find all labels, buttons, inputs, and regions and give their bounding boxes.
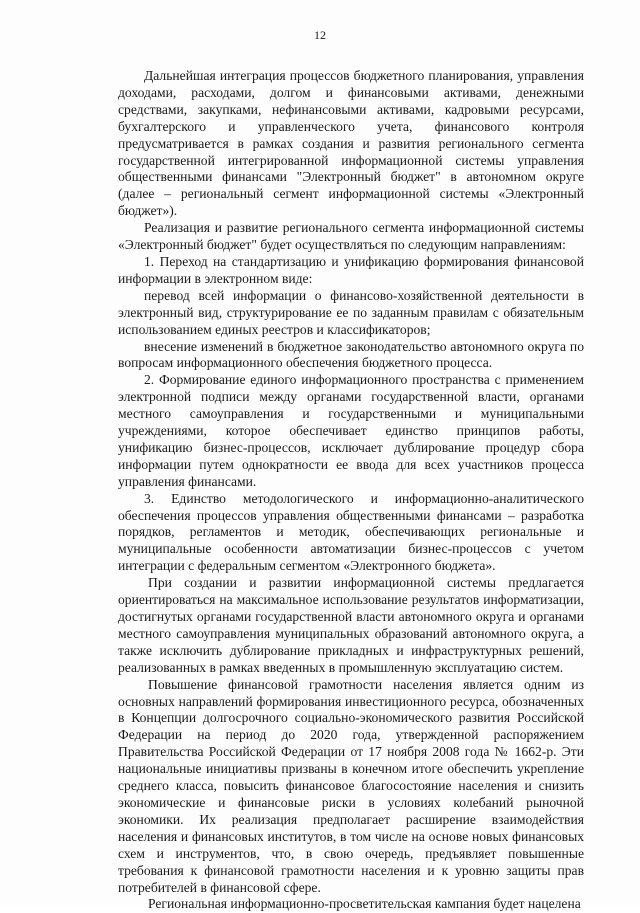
- paragraph-direction-1-item-b: внесение изменений в бюджетное законодательство автономного округа по вопросам информационного обеспечения бюджетного процесса.: [118, 338, 584, 371]
- paragraph-system-creation: При создании и развитии информационной системы предлагается ориентироваться на максимальное использование результатов информатизации, достигнутых органами государственной власти автономного округа и органами местного самоуправления муниципальных образований автономного округа, а также исключить дублирование прикладных и инфраструктурных решений, реализованных в рамках введенных в промышленную эксплуатацию систем.: [118, 575, 584, 675]
- paragraph-campaign: Региональная информационно-просветительская кампания будет нацелена: [148, 896, 581, 912]
- paragraph-direction-1-item-a: перевод всей информации о финансово-хозяйственной деятельности в электронный вид, структурирование ее по заданным правилам с обязательным использованием единых реестров и классификаторов;: [118, 287, 584, 337]
- page-number: 12: [314, 28, 326, 42]
- paragraph-implementation-directions: Реализация и развитие регионального сегмента информационной системы «Электронный бюджет" будет осуществляться по следующим направлениям:: [118, 220, 584, 253]
- paragraph-integration: Дальнейшая интеграция процессов бюджетного планирования, управления доходами, расходами, долгом и финансовыми активами, денежными средствами, закупками, нефинансовыми активами, кадровыми ресурсами, бухгалтерского и управленческого учета, финансового контроля предусматривается в рамках создания и развития регионального сегмента государственной интегрированной информационной системы управления общественными финансами "Электронный бюджет" в автономном округе (далее – региональный сегмент информационной системы «Электронный бюджет»).: [118, 68, 584, 219]
- document-body: [118, 68, 584, 913]
- paragraph-direction-2: 2. Формирование единого информационного пространства с применением электронной подписи между органами государственной власти, органами местного самоуправления и государственными и муниципальными учреждениями, которое обеспечивает единство принципов работы, унификацию бизнес-процессов, исключает дублирование процедур сбора информации путем однократности ее ввода для всех участников процесса управления финансами.: [118, 372, 584, 489]
- paragraph-direction-3: 3. Единство методологического и информационно-аналитического обеспечения процессов управления общественными финансами – разработка порядков, регламентов и методик, обеспечивающих региональные и муниципальные особенности автоматизации бизнес-процессов с учетом интеграции с федеральным сегментом «Электронного бюджета».: [118, 490, 584, 574]
- paragraph-direction-1: 1. Переход на стандартизацию и унификацию формирования финансовой информации в электронном виде:: [118, 253, 584, 286]
- paragraph-financial-literacy: Повышение финансовой грамотности населения является одним из основных направлений формирования инвестиционного ресурса, обозначенных в Концепции долгосрочного социально-экономического развития Российской Федерации на период до 2020 года, утвержденной распоряжением Правительства Российской Федерации от 17 ноября 2008 года № 1662-р. Эти национальные инициативы призваны в конечном итоге обеспечить укрепление среднего класса, повысить финансовое благосостояние населения и снизить экономические и финансовые риски в условиях колебаний рыночной экономики. Их реализация предполагает расширение взаимодействия населения и финансовых институтов, в том числе на основе новых финансовых схем и инструментов, что, в свою очередь, предъявляет повышенные требования к финансовой грамотности населения и к уровню защиты прав потребителей в финансовой сфере.: [118, 676, 584, 895]
